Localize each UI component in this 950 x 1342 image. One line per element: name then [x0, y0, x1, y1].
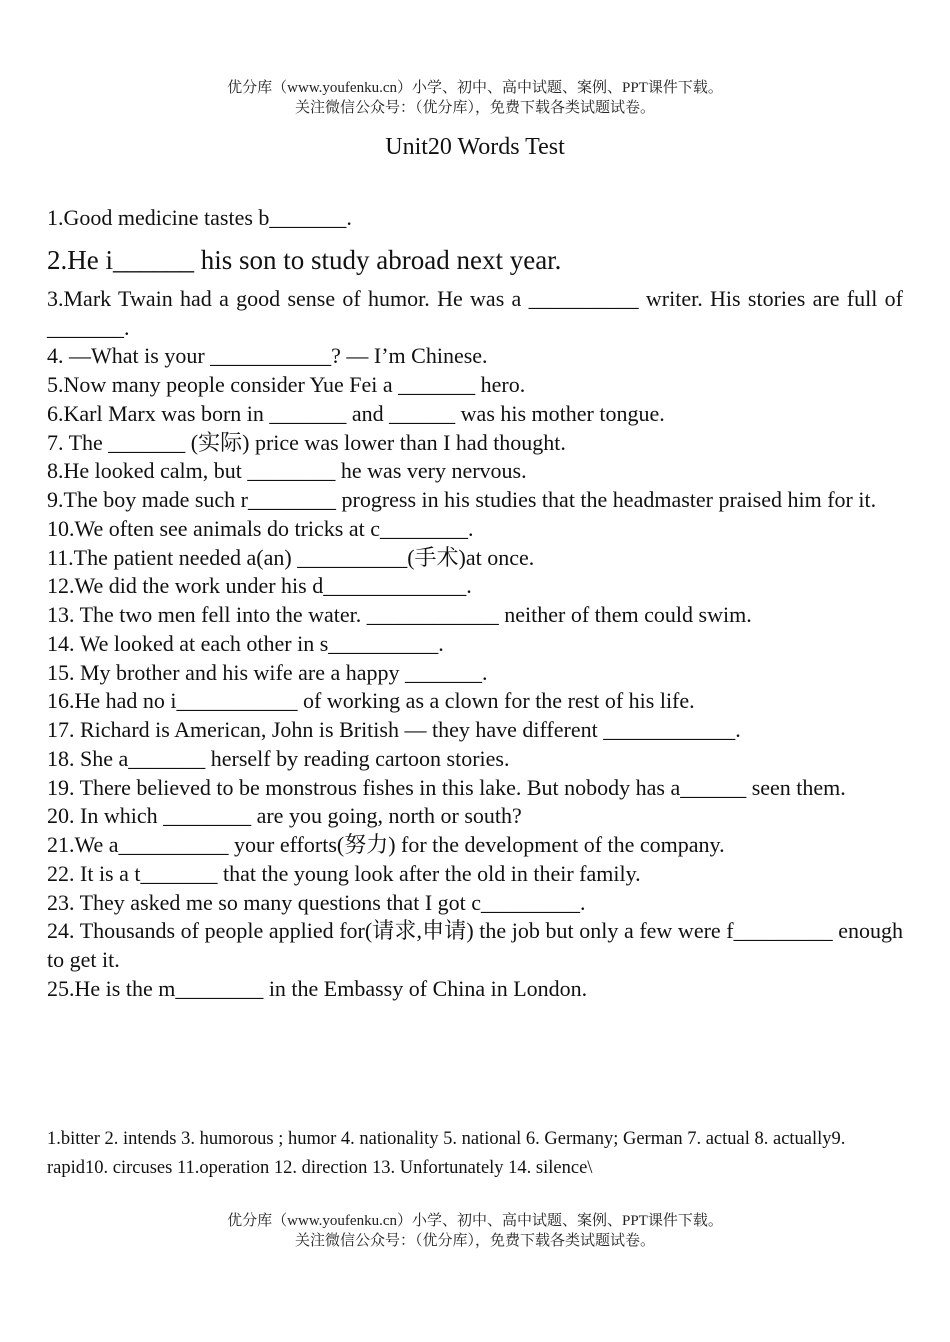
question-item: 17. Richard is American, John is British — they have different ____________.	[47, 717, 741, 742]
question-item: 20. In which ________ are you going, north or south?	[47, 803, 522, 829]
question-item: 19. There believed to be monstrous fishes in this lake. But nobody has a______ seen them.	[47, 774, 846, 800]
page-footer	[0, 1211, 950, 1251]
question-item: 13. The two men fell into the water. ____________ neither of them could swim.	[47, 602, 752, 627]
question-item: 8.He looked calm, but ________ he was very nervous.	[47, 458, 527, 484]
page-header	[0, 78, 950, 118]
question-item: 15. My brother and his wife are a happy _______.	[47, 659, 488, 685]
page-title: Unit20 Words Test	[385, 134, 565, 160]
question-item: 1.Good medicine tastes b_______.	[47, 205, 352, 230]
question-item: 6.Karl Marx was born in _______ and ______ was his mother tongue.	[47, 400, 665, 426]
question-item: 11.The patient needed a(an) __________(手术)at once.	[47, 544, 535, 570]
question-item: 21.We a__________ your efforts(努力) for the development of the company.	[47, 832, 725, 857]
question-item: 10.We often see animals do tricks at c________.	[47, 515, 474, 541]
footer-line-2: 关注微信公众号：（优分库），免费下载各类试题试卷。	[294, 1233, 655, 1249]
question-item: 9.The boy made such r________ progress in his studies that the headmaster praised him for it.	[47, 487, 877, 512]
question-item: 16.He had no i___________ of working as a clown for the rest of his life.	[47, 688, 695, 714]
answer-key: 1.bitter 2. intends 3. humorous ; humor 4. nationality 5. national 6. Germany; German 7. actual 8. actually9. rapid10. circuses 11.operation 12. direction 13. Unfortunately 14. silence\	[47, 1129, 846, 1178]
question-item: 14. We looked at each other in s__________.	[47, 630, 444, 656]
question-item: 7. The _______ (实际) price was lower than I had thought.	[47, 429, 566, 455]
question-list	[47, 204, 903, 1004]
question-item: 12.We did the work under his d_____________.	[47, 573, 472, 599]
question-item: 3.Mark Twain had a good sense of humor. He was a __________ writer. His stories are full of _______.	[47, 285, 903, 340]
footer-line-1: 优分库（www.youfenku.cn）小学、初中、高中试题、案例、PPT课件下载。	[227, 1213, 723, 1229]
header-line-1: 优分库（www.youfenku.cn）小学、初中、高中试题、案例、PPT课件下载。	[227, 80, 723, 96]
question-item: 4. —What is your ___________? — I’m Chinese.	[47, 343, 488, 369]
question-item: 25.He is the m________ in the Embassy of China in London.	[47, 975, 588, 1001]
question-item: 22. It is a t_______ that the young look after the old in their family.	[47, 860, 641, 886]
question-item: 2.He i______ his son to study abroad next year.	[47, 244, 562, 275]
question-item: 5.Now many people consider Yue Fei a _______ hero.	[47, 372, 526, 397]
header-line-2: 关注微信公众号：（优分库），免费下载各类试题试卷。	[294, 100, 655, 116]
question-item: 24. Thousands of people applied for(请求,申请) the job but only a few were f_________ enough to get it.	[47, 918, 903, 972]
question-item: 18. She a_______ herself by reading cartoon stories.	[47, 745, 510, 771]
question-item: 23. They asked me so many questions that I got c_________.	[47, 889, 586, 915]
